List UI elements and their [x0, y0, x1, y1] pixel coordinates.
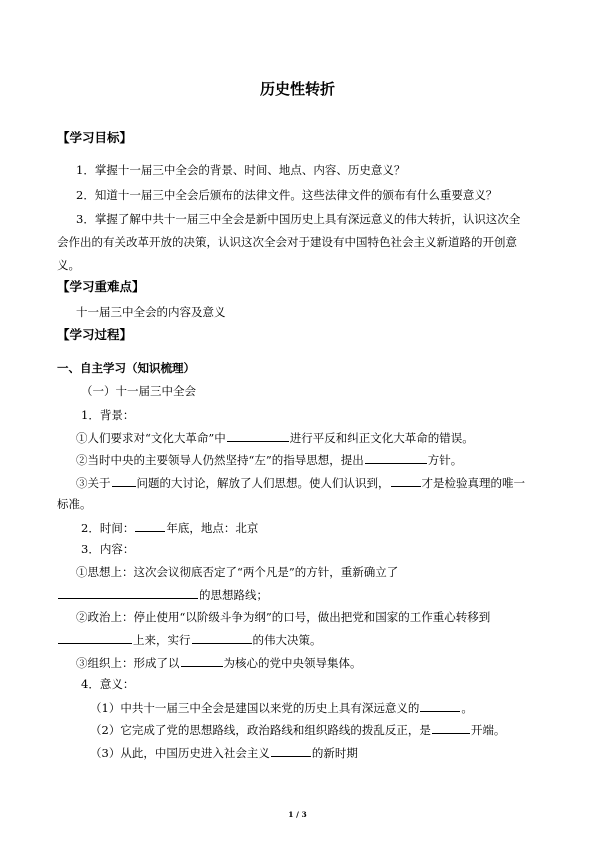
content-item-2-line-2: 上来，实行 的伟大决策。: [57, 632, 547, 647]
goal-item-3: 3．掌握了解中共十一届三中全会是新中国历史上具有深远意义的伟大转折，认识这次全: [76, 212, 521, 226]
background-item-3: ③关于 问题的大讨论，解放了人们思想。使人们认识到， 才是检验真理的唯一: [76, 476, 525, 490]
fill-in-blank: [271, 745, 311, 757]
content-item-1-line-2: 的思想路线；: [57, 587, 547, 602]
significance-item-3: （3）从此，中国历史进入社会主义 的新时期: [90, 746, 358, 760]
fill-in-blank: [135, 520, 165, 532]
significance-item-2: （2）它完成了党的思想路线，政治路线和组织路线的拨乱反正，是 开端。: [90, 723, 506, 737]
background-item-2: ②当时中央的主要领导人仍然坚持“左”的指导思想，提出 方针。: [76, 453, 463, 467]
background-label: 1．背景：: [81, 408, 135, 422]
content-label: 3．内容：: [81, 542, 135, 556]
content-item-2: ②政治上：停止使用“以阶级斗争为纲”的口号，做出把党和国家的工作重心转移到: [76, 610, 491, 624]
background-item-3-line-2: 标准。: [57, 497, 92, 511]
goal-item-3-line-2: 会作出的有关改革开放的决策，认识这次全会对于建设有中国特色社会主义新道路的开创意: [57, 235, 517, 249]
page-title: 历史性转折: [259, 80, 335, 98]
fill-in-blank: [58, 587, 198, 599]
fill-in-blank: [391, 475, 421, 487]
fill-in-blank: [192, 632, 252, 644]
fill-in-blank: [420, 700, 460, 712]
fill-in-blank: [365, 452, 427, 464]
subsection-title: （一）十一届三中全会: [81, 384, 196, 398]
part1-title: 一、自主学习（知识梳理）: [57, 361, 195, 375]
background-item-1: ①人们要求对“文化大革命”中 进行平反和纠正文化大革命的错误。: [76, 431, 474, 445]
significance-label: 4．意义：: [81, 677, 135, 691]
goal-item-1: 1．掌握十一届三中全会的背景、时间、地点、内容、历史意义？: [76, 163, 406, 177]
content-item-3: ③组织上：形成了以 为核心的党中央领导集体。: [76, 656, 362, 670]
goal-item-3-line-3: 义。: [57, 258, 80, 272]
section-heading-key-points: 【学习重难点】: [57, 279, 145, 294]
goal-item-2: 2．知道十一届三中全会后颁布的法律文件。这些法律文件的颁布有什么重要意义？: [76, 188, 498, 202]
key-point-text: 十一届三中全会的内容及意义: [76, 305, 226, 319]
section-heading-process: 【学习过程】: [57, 327, 133, 342]
page-number: 1 / 3: [288, 810, 307, 819]
content-item-1: ①思想上：这次会议彻底否定了“两个凡是”的方针，重新确立了: [76, 565, 399, 579]
fill-in-blank: [432, 722, 470, 734]
significance-item-1: （1）中共十一届三中全会是建国以来党的历史上具有深远意义的 。: [90, 701, 473, 715]
fill-in-blank: [181, 655, 223, 667]
fill-in-blank: [112, 475, 136, 487]
fill-in-blank: [58, 632, 132, 644]
fill-in-blank: [227, 430, 289, 442]
time-place-line: 2．时间： 年底，地点：北京: [81, 521, 259, 535]
section-heading-goals: 【学习目标】: [57, 130, 133, 145]
